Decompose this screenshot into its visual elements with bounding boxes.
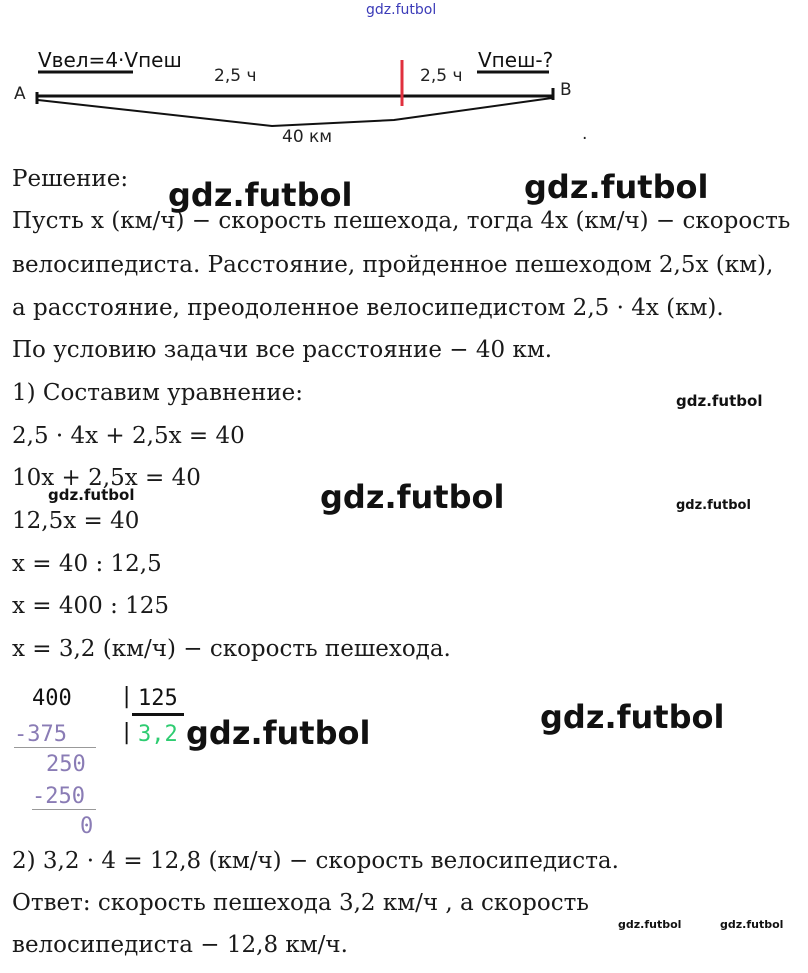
diagram-lines: [0, 0, 808, 160]
answer-line-1: Ответ: скорость пешехода 3,2 км/ч , а скорость: [12, 890, 589, 916]
solution-line-3: а расстояние, преодоленное велосипедистом 2,5 · 4x (км).: [12, 295, 724, 321]
division-line-1: [14, 747, 96, 748]
equation-4: x = 40 : 12,5: [12, 551, 162, 577]
answer-line-2: велосипедиста − 12,8 км/ч.: [12, 932, 348, 958]
division-remainder-2: 0: [80, 814, 94, 839]
point-a-label: A: [14, 84, 26, 104]
solution-heading: Решение:: [12, 166, 129, 192]
solution-line-1: Пусть x (км/ч) − скорость пешехода, тогда 4x (км/ч) − скорость: [12, 208, 791, 234]
solution-line-4: По условию задачи все расстояние − 40 км.: [12, 337, 553, 363]
division-divisor: 125: [138, 686, 178, 711]
cyclist-speed-label: Vвел=4·Vпеш: [38, 48, 182, 72]
divisor-underline: [132, 713, 184, 716]
site-watermark-top: gdz.futbol: [366, 2, 437, 18]
division-subtrahend-2: -250: [32, 784, 85, 809]
equation-6: x = 3,2 (км/ч) − скорость пешехода.: [12, 636, 451, 662]
division-remainder-1: 250: [46, 752, 86, 777]
distance-brace: [38, 98, 552, 126]
point-b-label: B: [560, 80, 572, 100]
stray-dot: .: [582, 124, 588, 144]
equation-1: 2,5 · 4x + 2,5x = 40: [12, 423, 245, 449]
solution-line-2: велосипедиста. Расстояние, пройденное пешеходом 2,5x (км),: [12, 252, 774, 278]
watermark-4: gdz.futbol: [320, 478, 505, 516]
division-subtrahend-1: -375: [14, 722, 67, 747]
time-right-label: 2,5 ч: [420, 66, 463, 86]
watermark-7: gdz.futbol: [540, 698, 725, 736]
watermark-1: gdz.futbol: [168, 176, 353, 214]
division-bar-2: |: [120, 720, 134, 745]
pedestrian-speed-label: Vпеш-?: [478, 48, 554, 72]
equation-3: 12,5x = 40: [12, 508, 140, 534]
watermark-5: gdz.futbol: [48, 486, 135, 504]
distance-label: 40 км: [282, 127, 333, 147]
step-2: 2) 3,2 · 4 = 12,8 (км/ч) − скорость велосипедиста.: [12, 848, 619, 874]
watermark-2: gdz.futbol: [524, 168, 709, 206]
time-left-label: 2,5 ч: [214, 66, 257, 86]
watermark-3: gdz.futbol: [676, 392, 763, 410]
division-line-2: [32, 809, 96, 810]
equation-2: 10x + 2,5x = 40: [12, 465, 201, 491]
division-bar-1: |: [120, 684, 134, 709]
equation-5: x = 400 : 125: [12, 593, 170, 619]
watermark-6: gdz.futbol: [676, 498, 751, 513]
watermark-8: gdz.futbol: [186, 714, 371, 752]
watermark-10: gdz.futbol: [720, 918, 784, 931]
division-quotient: 3,2: [138, 722, 178, 747]
step-1-label: 1) Составим уравнение:: [12, 380, 304, 406]
watermark-9: gdz.futbol: [618, 918, 682, 931]
division-dividend: 400: [32, 686, 72, 711]
